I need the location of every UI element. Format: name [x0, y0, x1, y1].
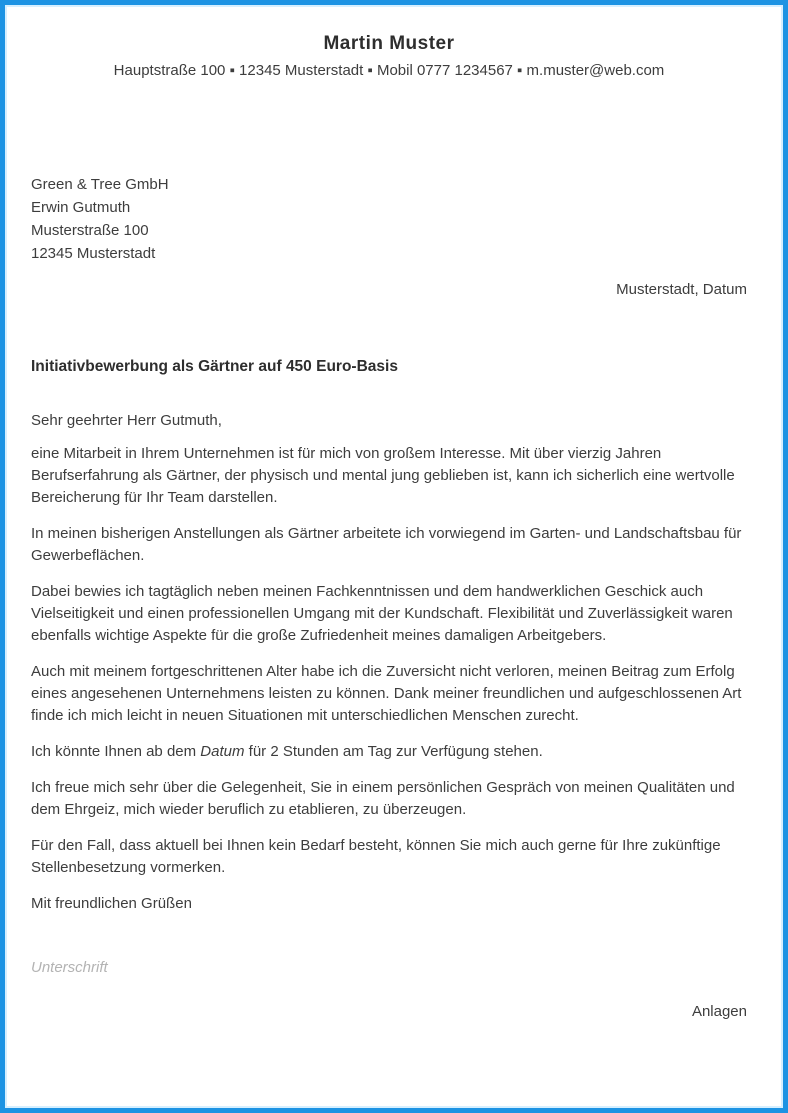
body-paragraph: Ich freue mich sehr über die Gelegenheit, Sie in einem persönlichen Gespräch von meinen Qualitäten und dem Ehrgeiz, mich wieder beruflich zu etablieren, zu überzeugen.: [31, 779, 735, 818]
availability-date-placeholder: Datum: [200, 743, 245, 760]
recipient-city: 12345 Musterstadt: [31, 245, 156, 262]
body-paragraph: Für den Fall, dass aktuell bei Ihnen kein Bedarf besteht, können Sie mich auch gerne für Ihre zukünftige Stellenbesetzung vormerken.: [31, 837, 721, 876]
signature-placeholder: Unterschrift: [31, 959, 108, 976]
sender-name: Martin Muster: [323, 33, 455, 54]
recipient-street: Musterstraße 100: [31, 222, 149, 239]
availability-suffix: für 2 Stunden am Tag zur Verfügung stehen.: [244, 743, 543, 760]
letter-content: [5, 5, 783, 1108]
letter-body: [31, 443, 747, 879]
salutation: Sehr geehrter Herr Gutmuth,: [31, 412, 222, 429]
closing-formula: Mit freundlichen Grüßen: [31, 895, 192, 912]
recipient-company: Green & Tree GmbH: [31, 176, 169, 193]
body-paragraph: Auch mit meinem fortgeschrittenen Alter habe ich die Zuversicht nicht verloren, meinen Beitrag zum Erfolg eines angesehenen Unternehmens leisten zu können. Dank meiner freundlichen und aufgeschlossenen Art finde ich mich leicht in neuen Situationen mit unterschiedlichen Menschen zurecht.: [31, 663, 742, 724]
body-paragraph: In meinen bisherigen Anstellungen als Gärtner arbeitete ich vorwiegend im Garten- und Landschaftsbau für Gewerbeflächen.: [31, 525, 742, 564]
enclosures-label: Anlagen: [691, 1003, 747, 1020]
recipient-contact-person: Erwin Gutmuth: [31, 199, 131, 216]
subject-line: Initiativbewerbung als Gärtner auf 450 Euro-Basis: [31, 358, 398, 375]
body-paragraph: Dabei bewies ich tagtäglich neben meinen Fachkenntnissen und dem handwerklichen Geschick auch Vielseitigkeit und einen professionellen Umgang mit der Kundschaft. Flexibilität und Zuverlässigkeit waren ebenfalls wichtige Aspekte für die große Zufriedenheit meines damaligen Arbeitgebers.: [31, 583, 733, 644]
availability-paragraph: [31, 741, 747, 763]
body-paragraph: eine Mitarbeit in Ihrem Unternehmen ist für mich von großem Interesse. Mit über vierzig Jahren Berufserfahrung als Gärtner, der physisch und mental jung geblieben ist, kann ich sicherlich eine wertvolle Bereicherung für Ihr Team darstellen.: [31, 445, 735, 506]
sender-contact-line: Hauptstraße 100 ▪ 12345 Musterstadt ▪ Mobil 0777 1234567 ▪ m.muster@web.com: [113, 62, 665, 79]
recipient-address-block: [31, 173, 747, 265]
availability-prefix: Ich könnte Ihnen ab dem: [31, 743, 201, 760]
letter-head: [31, 33, 747, 79]
date-line: Musterstadt, Datum: [616, 281, 747, 298]
